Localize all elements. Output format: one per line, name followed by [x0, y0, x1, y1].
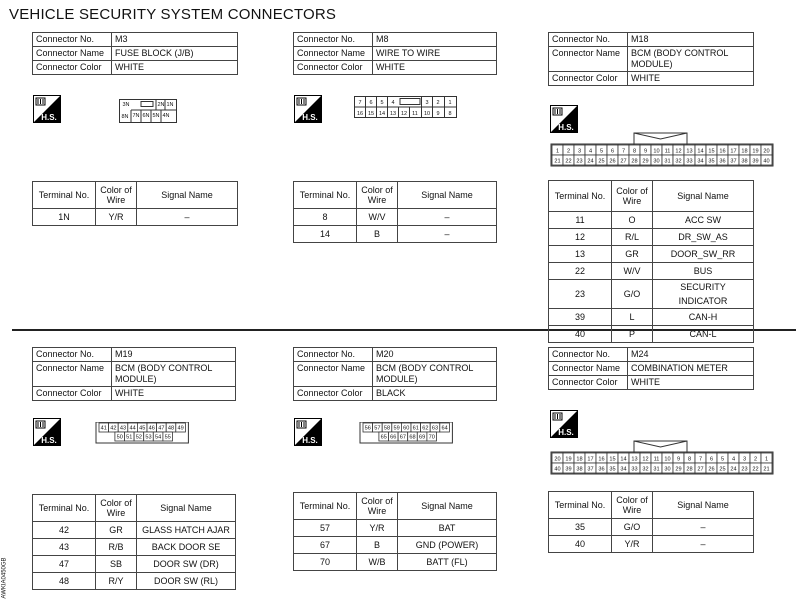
pin-label: 3	[577, 148, 582, 155]
hs-label: H.S.	[41, 436, 57, 445]
table-row: 13 GR DOOR_SW_RR	[549, 246, 754, 263]
harness-side-icon	[550, 105, 578, 133]
table-row: 40 Y/R –	[549, 536, 754, 553]
pin-label: 6N	[142, 113, 150, 119]
pin-label: 3	[425, 100, 429, 106]
hs-label: H.S.	[41, 113, 57, 122]
pin-label: 1	[448, 100, 452, 106]
connector-info-m8	[293, 32, 497, 75]
connector-no-label: Connector No.	[549, 33, 628, 47]
pin-label: 7	[358, 100, 362, 106]
pin-label: 3	[742, 456, 747, 463]
table-row: 67 B GND (POWER)	[294, 537, 497, 554]
connector-name-value: BCM (BODY CONTROL MODULE)	[373, 362, 497, 387]
pin-label: 13	[631, 456, 638, 463]
pin-label: 62	[422, 425, 429, 432]
pin-label: 11	[664, 148, 671, 155]
pin-label: 3N	[122, 102, 130, 108]
harness-side-icon	[33, 418, 61, 446]
table-row: 22 W/V BUS	[549, 263, 754, 280]
connector-no-value: M8	[373, 33, 497, 47]
hs-label: H.S.	[302, 113, 318, 122]
connector-info-m3	[32, 32, 238, 75]
pin-label: 32	[642, 466, 649, 473]
pin-label: 5	[380, 100, 384, 106]
connector-face-m24	[550, 436, 776, 478]
pin-label: 38	[741, 158, 748, 165]
connector-name-value: WIRE TO WIRE	[373, 47, 497, 61]
pin-label: 20	[554, 456, 561, 463]
table-row: 8 W/V –	[294, 209, 497, 226]
connector-color-value: BLACK	[373, 387, 497, 401]
connector-name-value: FUSE BLOCK (J/B)	[112, 47, 238, 61]
connector-no-label: Connector No.	[33, 33, 112, 47]
connector-face-m3	[117, 96, 179, 126]
hs-label: H.S.	[302, 436, 318, 445]
pin-label: 17	[587, 456, 594, 463]
table-row: 42 GR GLASS HATCH AJAR	[33, 522, 236, 539]
pin-label: 27	[697, 466, 704, 473]
pin-label: 63	[431, 425, 439, 432]
pin-label: 11	[412, 111, 418, 117]
table-row: 70 W/B BATT (FL)	[294, 554, 497, 571]
pin-label: 48	[167, 425, 175, 432]
connector-name-label: Connector Name	[294, 47, 373, 61]
pin-label: 19	[565, 456, 572, 463]
pin-label: 2	[436, 100, 440, 106]
pin-label: 7	[698, 456, 703, 463]
pin-label: 13	[389, 111, 397, 117]
pin-label: 47	[158, 425, 165, 432]
pin-label: 1N	[166, 102, 174, 108]
pin-label: 16	[598, 456, 605, 463]
col-signal: Signal Name	[137, 495, 236, 522]
table-row: 11 O ACC SW	[549, 212, 754, 229]
pin-label: 27	[620, 158, 627, 165]
pin-label: 21	[763, 466, 770, 473]
pin-label: 10	[664, 456, 671, 463]
connector-face-m8	[353, 95, 459, 120]
pin-label: 33	[686, 158, 693, 165]
pin-label: 49	[177, 425, 184, 432]
pin-label: 69	[418, 434, 426, 441]
pin-label: 58	[383, 425, 391, 432]
pin-label: 8	[632, 148, 637, 155]
page-title: VEHICLE SECURITY SYSTEM CONNECTORS	[9, 6, 337, 23]
col-signal: Signal Name	[653, 492, 754, 519]
table-row: 23 G/O SECURITY INDICATOR	[549, 280, 754, 309]
pin-label: 30	[664, 466, 671, 473]
pin-label: 26	[708, 466, 715, 473]
col-wire-color: Color of Wire	[96, 182, 137, 209]
connector-info-m18	[548, 32, 754, 86]
pin-label: 12	[675, 148, 682, 155]
pin-label: 4	[731, 456, 736, 463]
pin-label: 35	[609, 466, 616, 473]
col-terminal: Terminal No.	[33, 182, 96, 209]
col-terminal: Terminal No.	[33, 495, 96, 522]
pin-label: 57	[374, 425, 381, 432]
pin-label: 5N	[152, 113, 160, 119]
pin-label: 68	[409, 434, 416, 441]
pin-label: 8	[448, 111, 452, 117]
connector-info-m24	[548, 347, 754, 390]
connector-face-m20	[357, 422, 453, 444]
connector-no-value: M19	[112, 348, 236, 362]
terminal-table-m20	[293, 492, 497, 571]
connector-no-value: M20	[373, 348, 497, 362]
connector-color-value: WHITE	[628, 72, 754, 86]
pin-label: 16	[356, 111, 364, 117]
pin-label: 18	[576, 456, 583, 463]
pin-label: 11	[653, 456, 660, 463]
connector-face-m18	[550, 130, 776, 170]
table-row: 47 SB DOOR SW (DR)	[33, 556, 236, 573]
pin-label: 15	[367, 111, 375, 117]
col-signal: Signal Name	[398, 493, 497, 520]
connector-color-value: WHITE	[373, 61, 497, 75]
pin-label: 16	[719, 148, 726, 155]
pin-label: 25	[598, 158, 605, 165]
pin-label: 29	[675, 466, 682, 473]
col-wire-color: Color of Wire	[357, 493, 398, 520]
table-row: 1N Y/R –	[33, 209, 238, 226]
pin-label: 30	[653, 158, 660, 165]
pin-label: 9	[436, 111, 440, 117]
pin-label: 40	[554, 466, 561, 473]
connector-color-label: Connector Color	[549, 376, 628, 390]
terminal-table-m8	[293, 181, 497, 243]
pin-label: 18	[741, 148, 748, 155]
pin-label: 6	[709, 456, 714, 463]
connector-name-label: Connector Name	[33, 362, 112, 387]
connector-color-label: Connector Color	[294, 61, 373, 75]
col-terminal: Terminal No.	[294, 493, 357, 520]
pin-label: 10	[653, 148, 660, 155]
connector-info-m19	[32, 347, 236, 401]
pin-label: 26	[609, 158, 616, 165]
pin-label: 59	[393, 425, 400, 432]
pin-label: 17	[730, 148, 737, 155]
pin-label: 38	[576, 466, 583, 473]
pin-label: 14	[378, 111, 386, 117]
pin-label: 21	[554, 158, 561, 165]
pin-label: 25	[719, 466, 726, 473]
terminal-table-m19	[32, 494, 236, 590]
pin-label: 28	[631, 158, 638, 165]
pin-label: 24	[730, 466, 737, 473]
pin-label: 53	[145, 434, 152, 441]
pin-label: 23	[741, 466, 748, 473]
pin-label: 60	[403, 425, 410, 432]
connector-color-value: WHITE	[628, 376, 754, 390]
col-wire-color: Color of Wire	[612, 181, 653, 212]
pin-label: 15	[609, 456, 616, 463]
connector-no-label: Connector No.	[33, 348, 112, 362]
harness-side-icon	[294, 418, 322, 446]
pin-label: 34	[697, 158, 704, 165]
connector-color-label: Connector Color	[33, 61, 112, 75]
pin-label: 10	[423, 111, 431, 117]
table-row: 48 R/Y DOOR SW (RL)	[33, 573, 236, 590]
pin-label: 39	[752, 158, 759, 165]
pin-label: 55	[164, 434, 171, 441]
pin-label: 2	[753, 456, 758, 463]
connector-color-label: Connector Color	[549, 72, 628, 86]
connector-color-value: WHITE	[112, 387, 236, 401]
table-row: 40 P CAN-L	[549, 326, 754, 343]
terminal-table-m24	[548, 491, 754, 553]
table-row: 43 R/B BACK DOOR SE	[33, 539, 236, 556]
pin-label: 6	[369, 100, 373, 106]
pin-label: 12	[400, 111, 408, 117]
connector-name-label: Connector Name	[549, 47, 628, 72]
pin-label: 52	[135, 434, 143, 441]
pin-label: 44	[129, 425, 136, 432]
hs-label: H.S.	[558, 123, 574, 132]
pin-label: 33	[631, 466, 638, 473]
pin-label: 23	[576, 158, 583, 165]
pin-label: 7N	[132, 113, 140, 119]
hs-label: H.S.	[558, 428, 574, 437]
pin-label: 1	[555, 148, 560, 155]
pin-label: 1	[764, 456, 769, 463]
pin-label: 61	[412, 425, 419, 432]
pin-label: 31	[664, 158, 671, 165]
col-wire-color: Color of Wire	[612, 492, 653, 519]
pin-label: 37	[730, 158, 737, 165]
pin-label: 8N	[121, 114, 129, 120]
pin-label: 2N	[157, 102, 165, 108]
col-terminal: Terminal No.	[549, 181, 612, 212]
pin-label: 20	[763, 148, 770, 155]
pin-label: 43	[119, 425, 127, 432]
pin-label: 65	[380, 434, 387, 441]
connector-no-label: Connector No.	[294, 33, 373, 47]
pin-label: 39	[565, 466, 572, 473]
pin-label: 66	[390, 434, 397, 441]
connector-no-value: M18	[628, 33, 754, 47]
pin-label: 54	[154, 434, 162, 441]
pin-label: 4	[391, 100, 395, 106]
pin-label: 34	[620, 466, 627, 473]
pin-label: 14	[620, 456, 627, 463]
pin-label: 36	[719, 158, 726, 165]
col-signal: Signal Name	[137, 182, 238, 209]
pin-label: 31	[653, 466, 660, 473]
pin-label: 46	[148, 425, 155, 432]
col-signal: Signal Name	[653, 181, 754, 212]
table-row: 39 L CAN-H	[549, 309, 754, 326]
connector-name-label: Connector Name	[549, 362, 628, 376]
pin-label: 9	[643, 148, 648, 155]
connector-no-label: Connector No.	[294, 348, 373, 362]
table-row: 35 G/O –	[549, 519, 754, 536]
connector-info-m20	[293, 347, 497, 401]
pin-label: 24	[587, 158, 594, 165]
connector-name-value: COMBINATION METER	[628, 362, 754, 376]
pin-label: 42	[110, 425, 117, 432]
pin-label: 2	[566, 148, 571, 155]
pin-label: 4	[588, 148, 593, 155]
pin-label: 6	[610, 148, 615, 155]
pin-label: 22	[565, 158, 572, 165]
pin-label: 56	[364, 425, 371, 432]
pin-label: 9	[676, 456, 681, 463]
pin-label: 40	[763, 158, 770, 165]
pin-label: 12	[642, 456, 649, 463]
col-terminal: Terminal No.	[294, 182, 357, 209]
pin-label: 45	[139, 425, 146, 432]
connector-name-label: Connector Name	[33, 47, 112, 61]
table-row: 14 B –	[294, 226, 497, 243]
pin-label: 5	[599, 148, 604, 155]
connector-name-value: BCM (BODY CONTROL MODULE)	[112, 362, 236, 387]
pin-label: 15	[708, 148, 715, 155]
terminal-table-m3	[32, 181, 238, 226]
harness-side-icon	[294, 95, 322, 123]
pin-label: 14	[697, 148, 704, 155]
pin-label: 5	[720, 456, 725, 463]
pin-label: 41	[100, 425, 107, 432]
harness-side-icon	[550, 410, 578, 438]
pin-label: 13	[686, 148, 693, 155]
pin-label: 32	[675, 158, 682, 165]
pin-label: 22	[752, 466, 759, 473]
pin-label: 35	[708, 158, 715, 165]
pin-label: 8	[687, 456, 692, 463]
pin-label: 29	[642, 158, 649, 165]
pin-label: 51	[126, 434, 133, 441]
col-terminal: Terminal No.	[549, 492, 612, 519]
connector-no-label: Connector No.	[549, 348, 628, 362]
terminal-table-m18	[548, 180, 754, 343]
connector-no-value: M24	[628, 348, 754, 362]
col-wire-color: Color of Wire	[96, 495, 137, 522]
connector-name-value: BCM (BODY CONTROL MODULE)	[628, 47, 754, 72]
pin-label: 70	[428, 434, 435, 441]
connector-color-label: Connector Color	[33, 387, 112, 401]
col-wire-color: Color of Wire	[357, 182, 398, 209]
pin-label: 4N	[162, 113, 170, 119]
pin-label: 36	[598, 466, 605, 473]
table-row: 12 R/L DR_SW_AS	[549, 229, 754, 246]
pin-label: 67	[399, 434, 407, 441]
pin-label: 50	[116, 434, 123, 441]
pin-label: 64	[441, 425, 448, 432]
table-row: 57 Y/R BAT	[294, 520, 497, 537]
connector-color-value: WHITE	[112, 61, 238, 75]
side-code: AWKIA0450GB	[1, 557, 8, 599]
pin-label: 19	[752, 148, 759, 155]
pin-label: 28	[686, 466, 693, 473]
harness-side-icon	[33, 95, 61, 123]
connector-no-value: M3	[112, 33, 238, 47]
connector-face-m19	[93, 422, 189, 444]
pin-label: 7	[621, 148, 626, 155]
connector-color-label: Connector Color	[294, 387, 373, 401]
col-signal: Signal Name	[398, 182, 497, 209]
pin-label: 37	[587, 466, 594, 473]
connector-name-label: Connector Name	[294, 362, 373, 387]
